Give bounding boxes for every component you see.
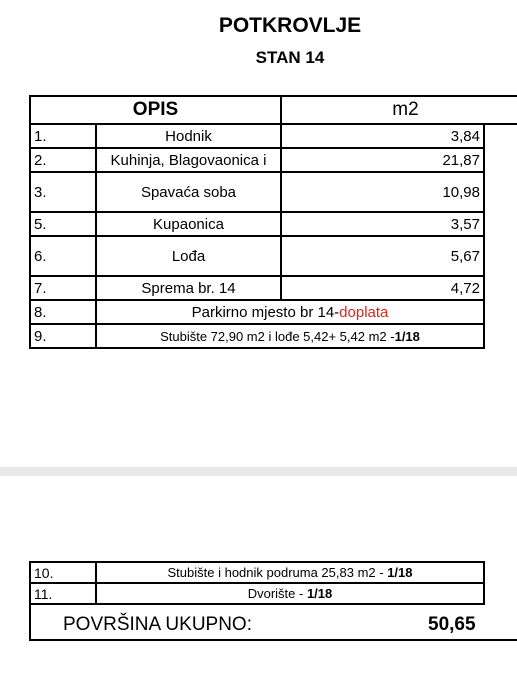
row-number: 3. bbox=[30, 172, 96, 212]
row-number: 9. bbox=[30, 324, 96, 348]
basement-note bbox=[96, 562, 484, 583]
table-row bbox=[30, 172, 517, 212]
yard-share: 1/18 bbox=[306, 586, 333, 601]
room-name: Kuhinja, Blagovaonica i bbox=[96, 148, 281, 172]
parking-dash: - bbox=[334, 303, 340, 321]
row-number: 6. bbox=[30, 236, 96, 276]
row-number: 10. bbox=[30, 562, 96, 583]
parking-note bbox=[96, 300, 484, 324]
header-opis: OPIS bbox=[30, 96, 281, 124]
header-area: m2 bbox=[281, 96, 517, 124]
area-table bbox=[29, 95, 517, 349]
shared-areas-table bbox=[29, 561, 517, 605]
page-subtitle: STAN 14 bbox=[255, 48, 325, 67]
row-number: 5. bbox=[30, 212, 96, 236]
section-divider bbox=[0, 467, 517, 476]
table-row bbox=[30, 300, 517, 324]
table-row bbox=[30, 562, 517, 583]
table-row bbox=[30, 148, 517, 172]
page-title: POTKROVLJE bbox=[218, 14, 362, 37]
table-row bbox=[30, 236, 517, 276]
total-label: POVRŠINA UKUPNO: bbox=[63, 614, 252, 635]
room-area: 21,87 bbox=[281, 148, 484, 172]
parking-text: Parkirno mjesto br 14 bbox=[191, 303, 335, 321]
room-area: 3,57 bbox=[281, 212, 484, 236]
stairwell-share: 1/18 bbox=[394, 328, 420, 344]
room-area: 10,98 bbox=[281, 172, 484, 212]
row-number: 2. bbox=[30, 148, 96, 172]
table-row bbox=[30, 212, 517, 236]
total-row bbox=[29, 604, 517, 641]
table-row bbox=[30, 276, 517, 300]
room-name: Spavaća soba bbox=[96, 172, 281, 212]
row-number: 1. bbox=[30, 124, 96, 148]
row-number: 11. bbox=[30, 583, 96, 604]
stairwell-text: Stubište 72,90 m2 i lođe 5,42+ 5,42 m2 - bbox=[160, 328, 395, 344]
yard-text: Dvorište - bbox=[247, 586, 307, 601]
table-row bbox=[30, 583, 517, 604]
yard-note bbox=[96, 583, 484, 604]
room-name: Sprema br. 14 bbox=[96, 276, 281, 300]
room-area: 5,67 bbox=[281, 236, 484, 276]
row-number: 7. bbox=[30, 276, 96, 300]
row-number: 8. bbox=[30, 300, 96, 324]
room-area: 3,84 bbox=[281, 124, 484, 148]
basement-text: Stubište i hodnik podruma 25,83 m2 - bbox=[167, 565, 388, 580]
room-area: 4,72 bbox=[281, 276, 484, 300]
parking-surcharge: doplata bbox=[339, 303, 389, 321]
room-name: Kupaonica bbox=[96, 212, 281, 236]
table-row bbox=[30, 124, 517, 148]
table-header-row bbox=[30, 96, 517, 124]
basement-share: 1/18 bbox=[387, 565, 413, 580]
total-value: 50,65 bbox=[428, 614, 476, 635]
table-row bbox=[30, 324, 517, 348]
room-name: Lođa bbox=[96, 236, 281, 276]
stairwell-note bbox=[96, 324, 484, 348]
room-name: Hodnik bbox=[96, 124, 281, 148]
